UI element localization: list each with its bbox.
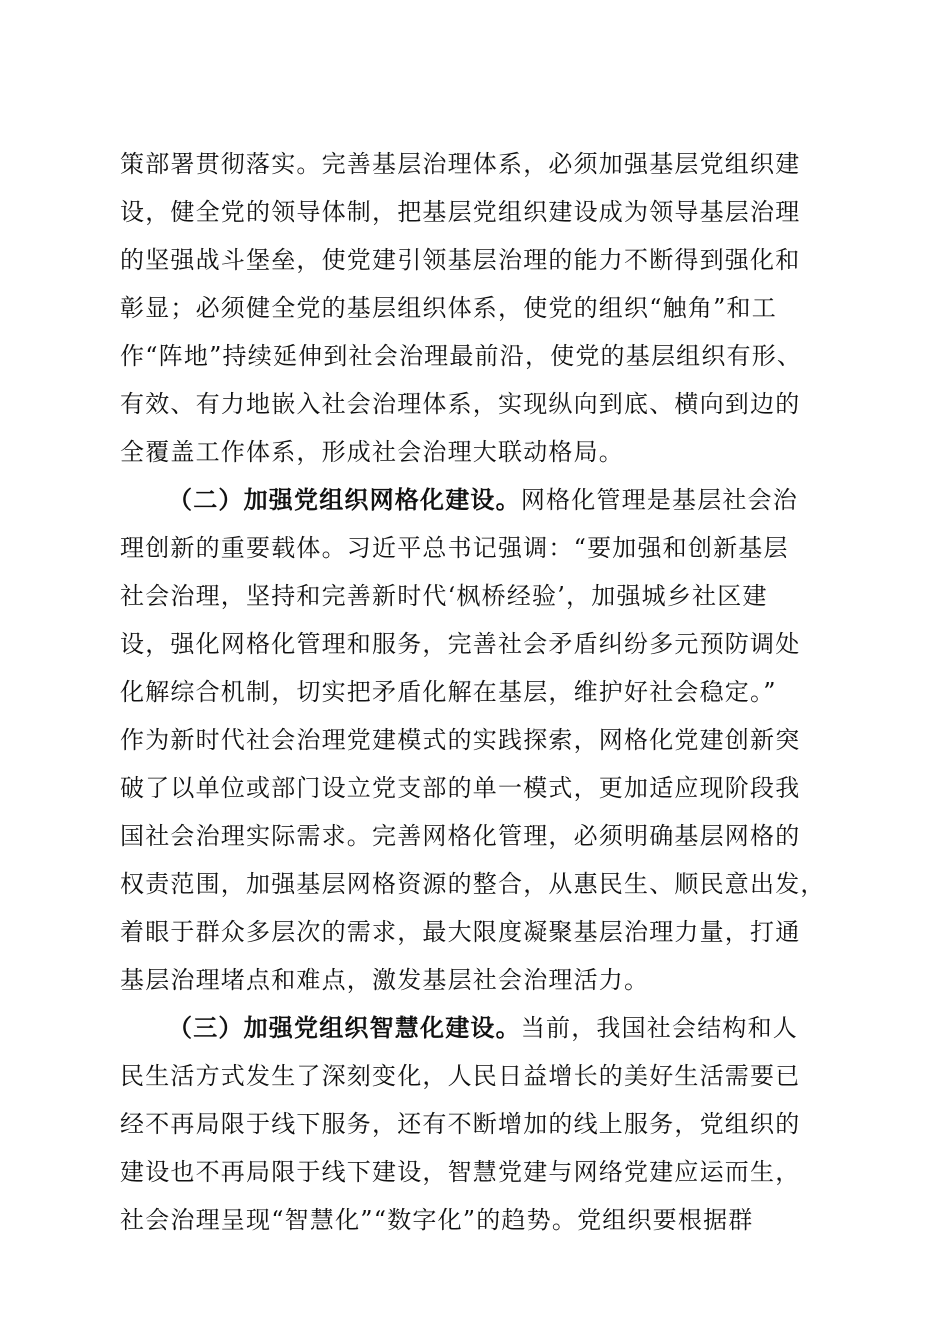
section-heading: （三）加强党组织智慧化建设。	[168, 1013, 521, 1042]
paragraph-line: 建设也不再局限于线下建设，智慧党建与网络党建应运而生，	[120, 1158, 801, 1186]
paragraph-line: 的坚强战斗堡垒，使党建引领基层治理的能力不断得到强化和	[120, 246, 801, 274]
paragraph-line: 作为新时代社会治理党建模式的实践探索，网格化党建创新突	[120, 726, 801, 754]
paragraph-line: 设，健全党的领导体制，把基层党组织建设成为领导基层治理	[120, 198, 801, 226]
paragraph-line: 理创新的重要载体。习近平总书记强调：“要加强和创新基层	[120, 534, 789, 562]
section-heading: （二）加强党组织网格化建设。	[168, 485, 521, 514]
paragraph-line: 彰显；必须健全党的基层组织体系，使党的组织“触角”和工	[120, 294, 777, 322]
paragraph-line: 设，强化网格化管理和服务，完善社会矛盾纠纷多元预防调处	[120, 630, 801, 658]
paragraph-line: 有效、有力地嵌入社会治理体系，实现纵向到底、横向到边的	[120, 390, 801, 418]
paragraph-line: 化解综合机制，切实把矛盾化解在基层，维护好社会稳定。”	[120, 678, 777, 706]
paragraph-line: 破了以单位或部门设立党支部的单一模式，更加适应现阶段我	[120, 774, 801, 802]
paragraph-line: 权责范围，加强基层网格资源的整合，从惠民生、顺民意出发，	[120, 870, 826, 898]
paragraph-line: 基层治理堵点和难点，激发基层社会治理活力。	[120, 966, 650, 994]
paragraph-line: 民生活方式发生了深刻变化，人民日益增长的美好生活需要已	[120, 1062, 801, 1090]
document-body	[120, 140, 840, 1244]
paragraph-line: 社会治理呈现“智慧化”“数字化”的趋势。党组织要根据群	[120, 1206, 754, 1234]
paragraph-line: 社会治理，坚持和完善新时代‘枫桥经验’，加强城乡社区建	[120, 582, 768, 610]
heading-line-text: 网格化管理是基层社会治	[520, 486, 799, 514]
paragraph-line: 着眼于群众多层次的需求，最大限度凝聚基层治理力量，打通	[120, 918, 801, 946]
paragraph-line: 经不再局限于线下服务，还有不断增加的线上服务，党组织的	[120, 1110, 801, 1138]
heading-line-text: 当前，我国社会结构和人	[520, 1014, 799, 1042]
section-heading-line	[120, 1004, 840, 1052]
paragraph-line: 作“阵地”持续延伸到社会治理最前沿，使党的基层组织有形、	[120, 342, 803, 370]
section-heading-line	[120, 476, 840, 524]
paragraph-line: 国社会治理实际需求。完善网格化管理，必须明确基层网格的	[120, 822, 801, 850]
paragraph-line: 策部署贯彻落实。完善基层治理体系，必须加强基层党组织建	[120, 150, 801, 178]
paragraph-line: 全覆盖工作体系，形成社会治理大联动格局。	[120, 438, 624, 466]
